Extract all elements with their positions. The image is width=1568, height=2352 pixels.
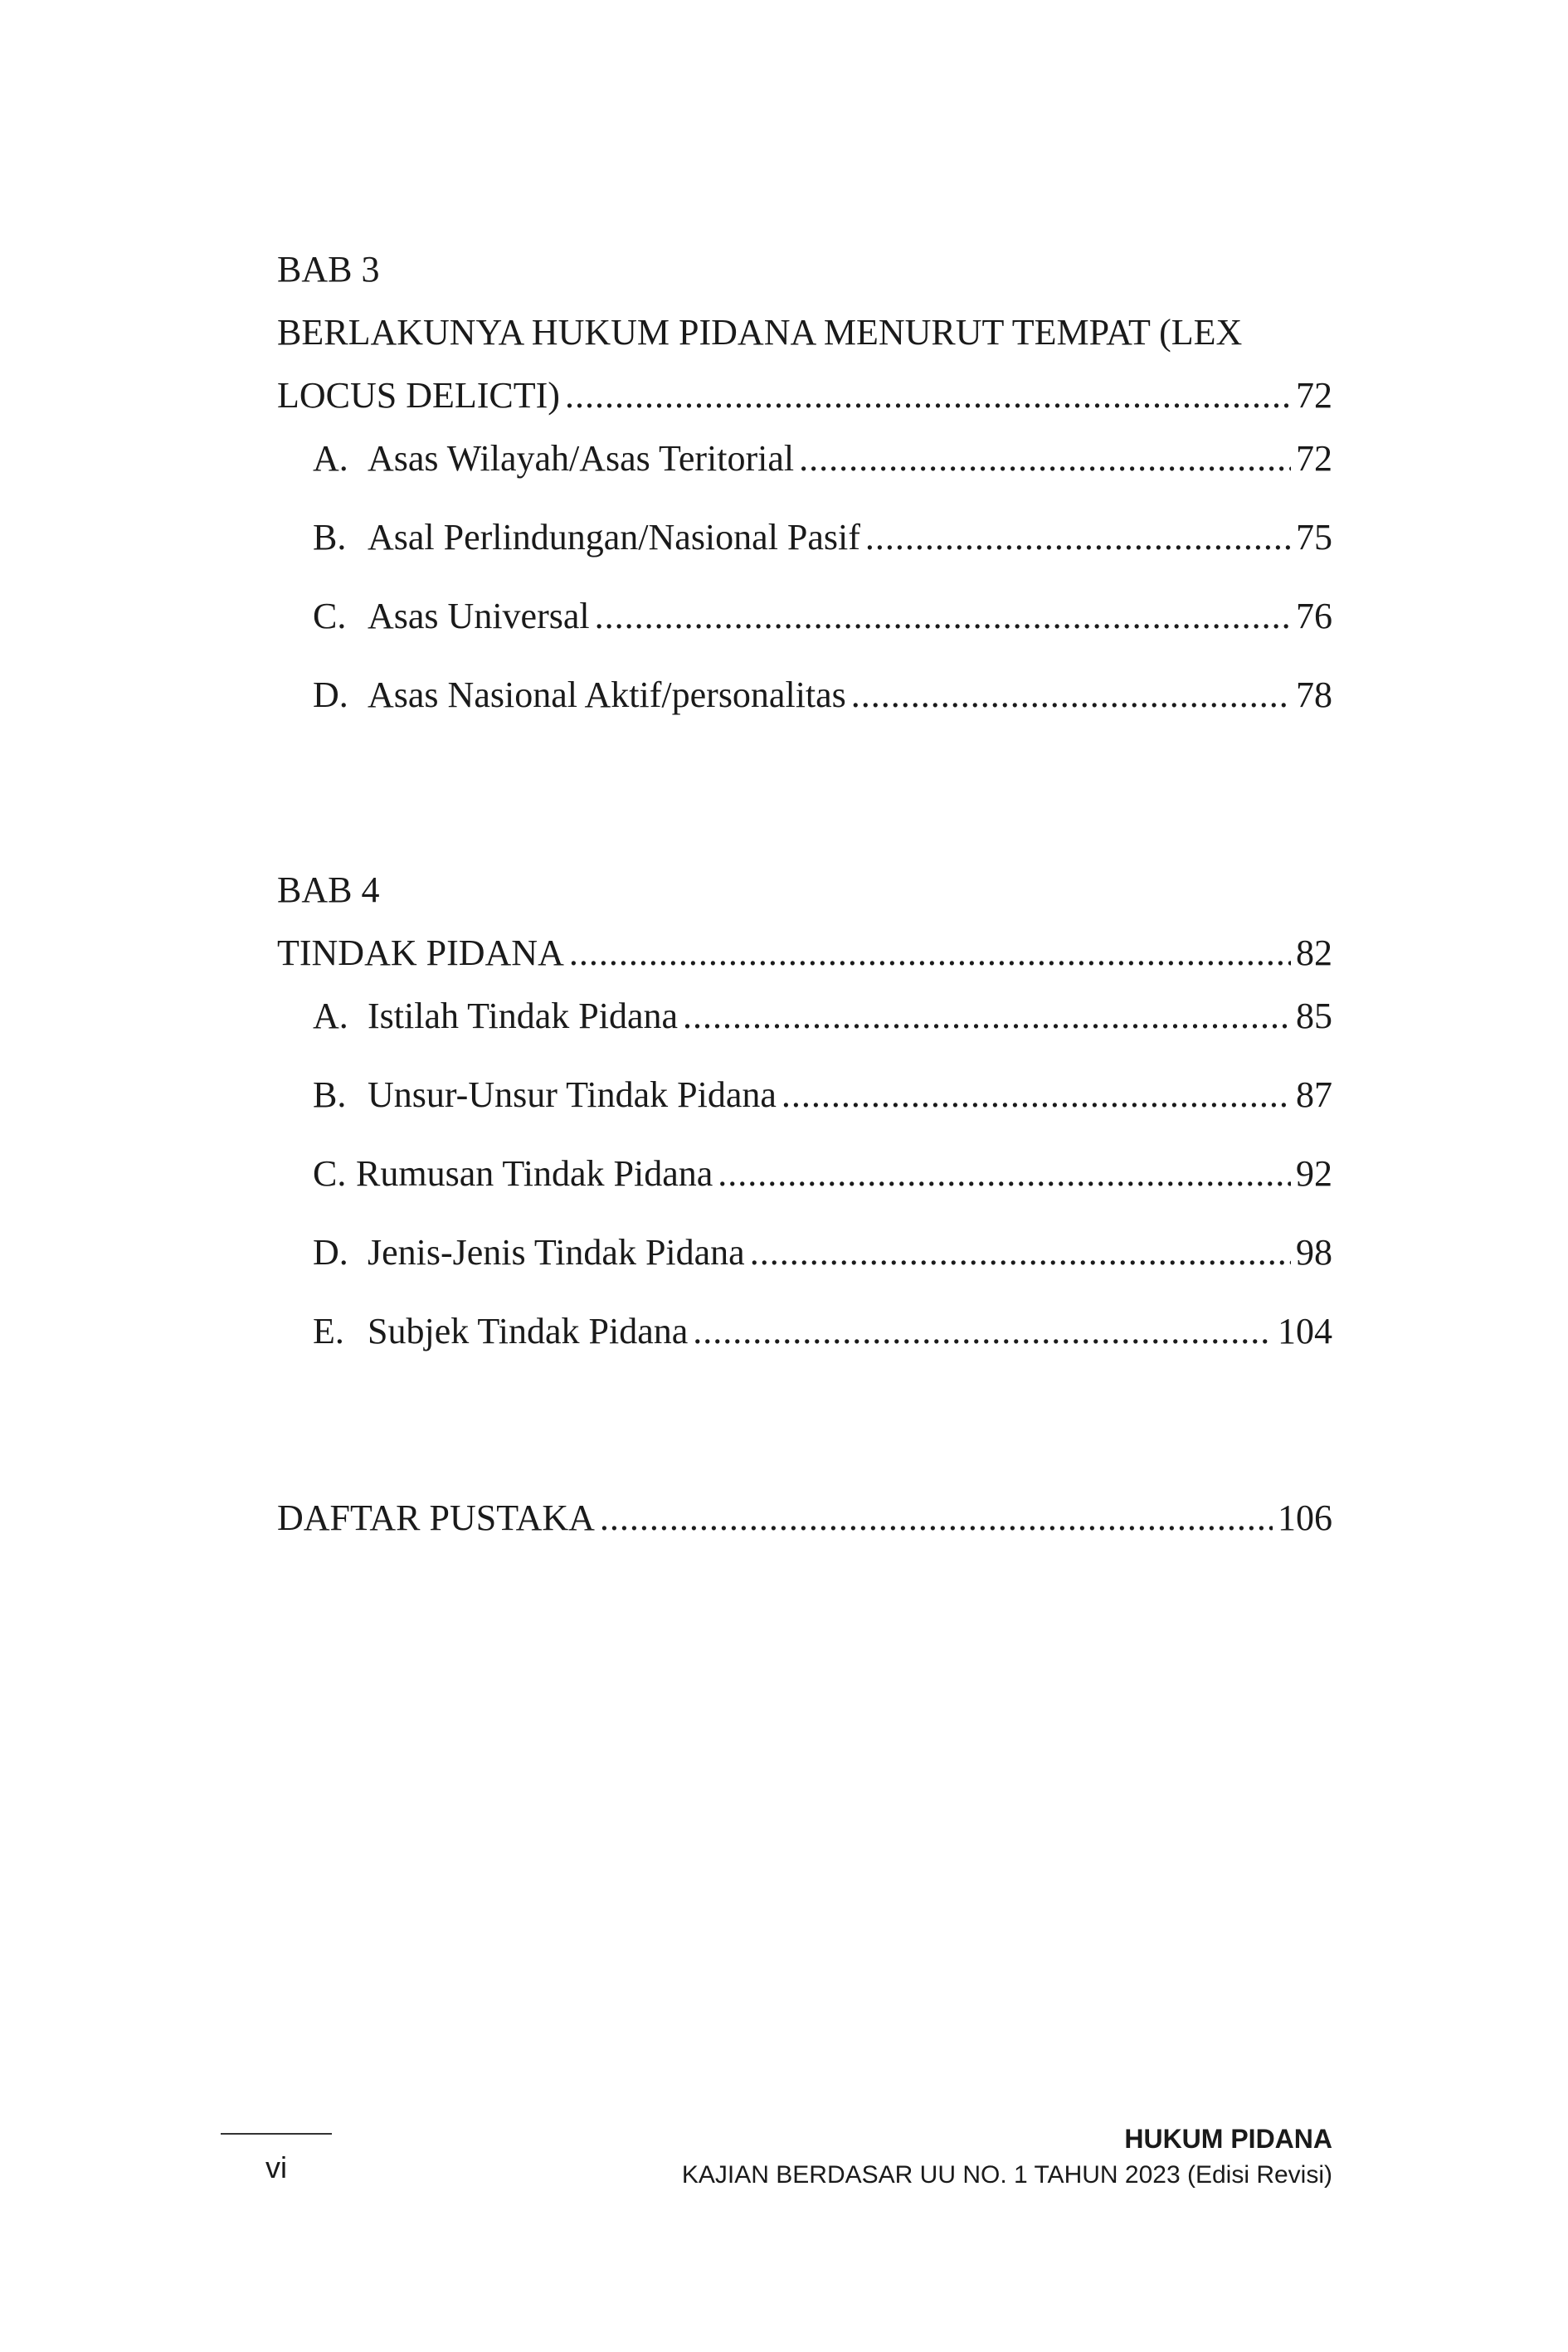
toc-entry-bab3-c[interactable]: [277, 596, 1332, 637]
table-of-contents: [277, 249, 1332, 1539]
page-number: 72: [1296, 438, 1332, 479]
page-number: 98: [1296, 1232, 1332, 1273]
item-letter: E.: [313, 1311, 344, 1351]
dot-leader: [683, 996, 1291, 1037]
toc-entry-bab3[interactable]: [277, 375, 1332, 416]
item-title: Asal Perlindungan/Nasional Pasif: [368, 517, 860, 558]
item-title: Jenis-Jenis Tindak Pidana: [368, 1232, 745, 1273]
dot-leader: [782, 1074, 1291, 1116]
toc-entry-bab4[interactable]: [277, 933, 1332, 974]
dot-leader: [799, 438, 1291, 480]
footer-divider: [221, 2133, 332, 2135]
page-number: 87: [1296, 1074, 1332, 1115]
chapter-label-bab4: BAB 4: [277, 869, 380, 910]
page-number: 72: [1296, 375, 1332, 416]
toc-entry-daftar-pustaka[interactable]: [277, 1497, 1332, 1539]
toc-entry-bab3-d[interactable]: [277, 674, 1332, 716]
section-spacer: [277, 753, 1332, 869]
item-letter: A.: [313, 438, 348, 479]
footer-page-number: vi: [265, 2150, 287, 2184]
item-letter: A.: [313, 996, 348, 1036]
item-letter: C.: [313, 1153, 347, 1194]
page-number: 106: [1278, 1497, 1332, 1538]
chapter-title-bab3-line2: LOCUS DELICTI): [277, 375, 560, 416]
toc-entry-bab4-c[interactable]: [277, 1153, 1332, 1195]
item-title: Subjek Tindak Pidana: [368, 1311, 689, 1351]
page-number: 82: [1296, 933, 1332, 973]
page-number: 78: [1296, 674, 1332, 715]
item-letter: D.: [313, 1232, 348, 1273]
dot-leader: [693, 1311, 1273, 1352]
toc-entry-bab3-b[interactable]: [277, 517, 1332, 558]
dot-leader: [865, 517, 1291, 558]
toc-entry-bab4-e[interactable]: [277, 1311, 1332, 1352]
page-number: 104: [1278, 1311, 1332, 1351]
item-title: Rumusan Tindak Pidana: [356, 1153, 713, 1194]
chapter-title-bab4: TINDAK PIDANA: [277, 933, 564, 973]
toc-entry-bab3-a[interactable]: [277, 438, 1332, 480]
section-spacer: [277, 1390, 1332, 1497]
item-title: Asas Wilayah/Asas Teritorial: [368, 438, 795, 479]
dot-leader: [565, 375, 1291, 416]
toc-entry-bab4-b[interactable]: [277, 1074, 1332, 1116]
chapter-label-bab3: BAB 3: [277, 249, 380, 290]
dot-leader: [569, 933, 1291, 974]
dot-leader: [851, 674, 1291, 716]
item-title: Unsur-Unsur Tindak Pidana: [368, 1074, 777, 1115]
dot-leader: [750, 1232, 1291, 1273]
item-title: Asas Nasional Aktif/personalitas: [368, 674, 846, 715]
daftar-pustaka-title: DAFTAR PUSTAKA: [277, 1497, 595, 1538]
item-title: Asas Universal: [368, 596, 590, 636]
dot-leader: [718, 1153, 1291, 1195]
dot-leader: [595, 596, 1291, 637]
page-number: 92: [1296, 1153, 1332, 1194]
dot-leader: [600, 1497, 1273, 1539]
item-letter: C.: [313, 596, 347, 636]
footer-book-title: HUKUM PIDANA: [1124, 2124, 1332, 2154]
item-letter: B.: [313, 1074, 347, 1115]
chapter-title-bab3-line1: BERLAKUNYA HUKUM PIDANA MENURUT TEMPAT (LEX: [277, 312, 1243, 353]
item-letter: B.: [313, 517, 347, 558]
item-title: Istilah Tindak Pidana: [368, 996, 679, 1036]
toc-entry-bab4-a[interactable]: [277, 996, 1332, 1037]
page-number: 76: [1296, 596, 1332, 636]
toc-entry-bab4-d[interactable]: [277, 1232, 1332, 1273]
page-number: 75: [1296, 517, 1332, 558]
item-letter: D.: [313, 674, 348, 715]
footer-book-subtitle: KAJIAN BERDASAR UU NO. 1 TAHUN 2023 (Edisi Revisi): [681, 2161, 1332, 2189]
page-number: 85: [1296, 996, 1332, 1036]
